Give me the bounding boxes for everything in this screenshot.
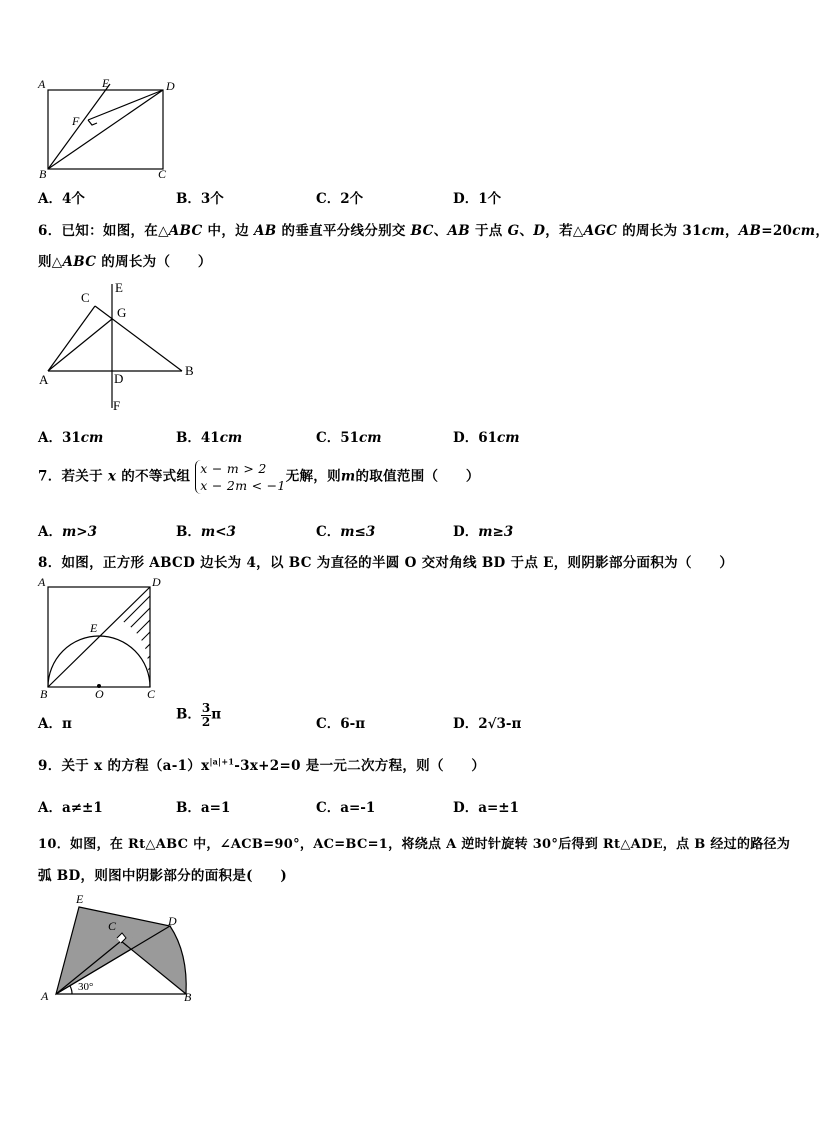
inequality-system: [195, 460, 285, 494]
diagonal-bd: [48, 587, 150, 687]
label-f: F: [72, 114, 80, 128]
label-o: O: [95, 687, 104, 701]
label-d: D: [152, 575, 161, 589]
label-e: E: [90, 621, 98, 635]
q5-option-d[interactable]: D．1个: [453, 191, 502, 207]
inequality-2: x − 2m < −1: [200, 478, 286, 493]
label-c: C: [81, 290, 90, 305]
label-a: A: [39, 372, 49, 387]
label-b: B: [39, 167, 47, 181]
label-angle-30: 30°: [78, 981, 94, 993]
q9-option-d[interactable]: D．a=±1: [453, 800, 519, 816]
label-c: C: [108, 919, 117, 933]
q5-option-a[interactable]: A．4个: [38, 191, 85, 207]
q7-option-b[interactable]: B．m<3: [176, 524, 236, 540]
label-a: A: [41, 989, 49, 1003]
q10-stem-line1: 10．如图，在 Rt△ABC 中，∠ACB=90°，AC=BC=1，将绕点 A 逆时针旋转 30°后得到 Rt△ADE，点 B 经过的路径为: [38, 837, 791, 852]
q9-option-c[interactable]: C．a=-1: [316, 800, 376, 816]
label-e: E: [102, 76, 110, 90]
q8-option-a[interactable]: A．π: [38, 716, 72, 732]
label-g: G: [117, 305, 127, 320]
q5-option-c[interactable]: C．2个: [316, 191, 364, 207]
label-e: E: [76, 892, 84, 906]
q7-option-d[interactable]: D．m≥3: [453, 524, 514, 540]
label-d: D: [114, 371, 124, 386]
q7-option-a[interactable]: A．m>3: [38, 524, 97, 540]
q9-option-a[interactable]: A．a≠±1: [38, 800, 103, 816]
q9-stem: 9．关于 x 的方程$(a-1)x^{|a|+1}-3x+2=0$ 是一元二次方程，则（ ）: [38, 756, 486, 774]
label-b: B: [184, 990, 192, 1004]
figure-q10: [36, 888, 206, 1008]
label-b: B: [40, 687, 48, 701]
q7-option-c[interactable]: C．m≤3: [316, 524, 376, 540]
fraction-3-2: $\frac{3}{2}$: [201, 701, 211, 729]
q8-option-b[interactable]: B． $\frac{3}{2}$ π: [176, 701, 222, 729]
q8-stem: 8．如图，正方形 ABCD 边长为 4，以 BC 为直径的半圆 O 交对角线 BD 于点 E，则阴影部分面积为（ ）: [38, 555, 734, 571]
q10-stem-line2: 弧 BD，则图中阴影部分的面积是( ): [38, 868, 288, 884]
q8-option-c[interactable]: C．6-π: [316, 716, 366, 732]
figure-q6: [34, 278, 204, 416]
semicircle-o: [48, 636, 150, 687]
q9-option-b[interactable]: B．a=1: [176, 800, 231, 816]
label-e: E: [115, 280, 123, 295]
figure-q8: [34, 574, 169, 702]
label-c: C: [147, 687, 156, 701]
figure-q5: [36, 76, 181, 182]
angle-arc: [70, 986, 72, 994]
inequality-1: x − m > 2: [200, 461, 267, 476]
q5-option-b[interactable]: B．3个: [176, 191, 224, 207]
label-f: F: [113, 398, 121, 413]
q7-stem: 7．若关于 x 的不等式组 x − m > 2 x − 2m < −1 无解，则m的取值范围（ ）: [38, 461, 480, 493]
label-a: A: [38, 77, 46, 91]
q6-option-c[interactable]: C．51cm: [316, 430, 382, 446]
q6-stem-line1: 6．已知：如图，在△ABC 中，边 AB 的垂直平分线分别交 BC、AB 于点 G、D，若△AGC 的周长为 31cm，AB=20cm，: [38, 223, 829, 239]
q6-option-a[interactable]: A．31cm: [38, 430, 104, 446]
label-a: A: [38, 575, 46, 589]
label-d: D: [168, 914, 177, 928]
label-d: D: [166, 79, 175, 93]
q6-option-b[interactable]: B．41cm: [176, 430, 243, 446]
q6-stem-line2: 则△ABC 的周长为（ ）: [38, 254, 212, 270]
q6-option-d[interactable]: D．61cm: [453, 430, 520, 446]
label-b: B: [185, 363, 194, 378]
q8-option-d[interactable]: D．2√3-π: [453, 716, 522, 732]
label-c: C: [158, 167, 167, 181]
segment-cb: [95, 306, 182, 371]
